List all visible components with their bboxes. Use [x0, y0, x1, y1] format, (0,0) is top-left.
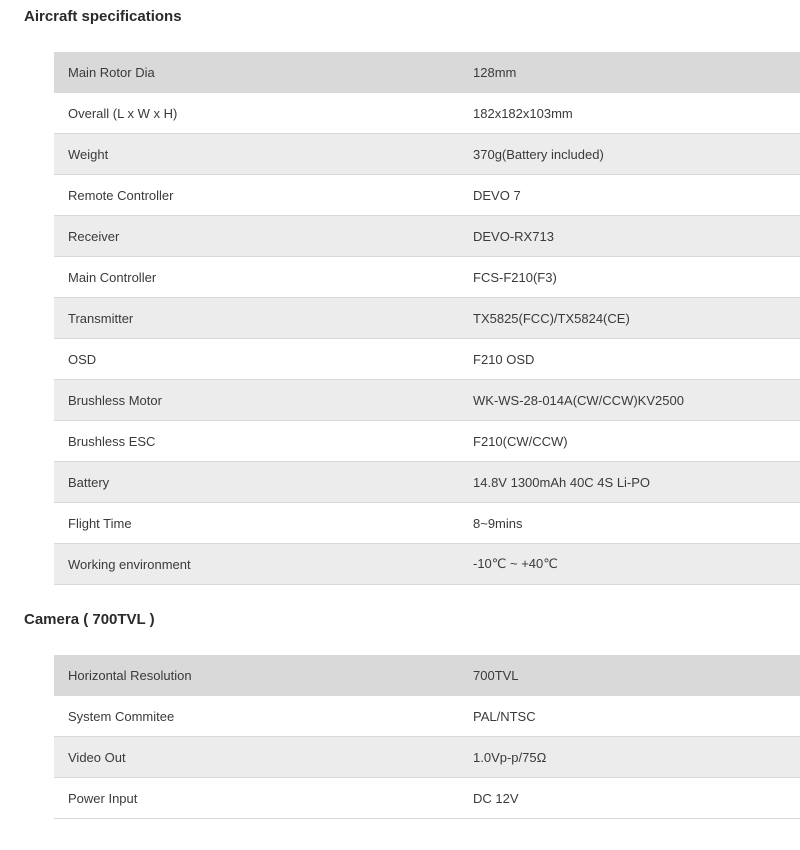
spec-label: Weight — [54, 134, 459, 175]
spec-value: 700TVL — [459, 655, 800, 696]
spec-value: 8~9mins — [459, 503, 800, 544]
table-row — [54, 175, 800, 216]
spec-label: Battery — [54, 462, 459, 503]
table-row — [54, 380, 800, 421]
spec-value: WK-WS-28-014A(CW/CCW)KV2500 — [459, 380, 800, 421]
spec-value: 14.8V 1300mAh 40C 4S Li-PO — [459, 462, 800, 503]
spec-label: System Commitee — [54, 696, 459, 737]
table-row — [54, 696, 800, 737]
table-row — [54, 737, 800, 778]
spec-label: Power Input — [54, 778, 459, 819]
spec-value: 1.0Vp-p/75Ω — [459, 737, 800, 778]
table-row — [54, 462, 800, 503]
table-row — [54, 93, 800, 134]
spec-value: DEVO-RX713 — [459, 216, 800, 257]
spec-value: DC 12V — [459, 778, 800, 819]
spec-value: F210 OSD — [459, 339, 800, 380]
table-row — [54, 778, 800, 819]
spec-value: 182x182x103mm — [459, 93, 800, 134]
spec-label: Remote Controller — [54, 175, 459, 216]
spec-label: Video Out — [54, 737, 459, 778]
spec-value: 128mm — [459, 52, 800, 93]
spec-label: Transmitter — [54, 298, 459, 339]
spec-label: Flight Time — [54, 503, 459, 544]
table-row — [54, 503, 800, 544]
section-title-aircraft: Aircraft specifications — [24, 8, 182, 25]
table-row — [54, 134, 800, 175]
table-row — [54, 655, 800, 696]
spec-value: PAL/NTSC — [459, 696, 800, 737]
table-row — [54, 216, 800, 257]
spec-value: F210(CW/CCW) — [459, 421, 800, 462]
table-row — [54, 257, 800, 298]
spec-label: Main Rotor Dia — [54, 52, 459, 93]
spec-value: DEVO 7 — [459, 175, 800, 216]
spec-value: FCS-F210(F3) — [459, 257, 800, 298]
section-title-camera: Camera ( 700TVL ) — [24, 611, 155, 628]
aircraft-spec-table — [54, 52, 800, 585]
spec-value: 370g(Battery included) — [459, 134, 800, 175]
spec-label: Receiver — [54, 216, 459, 257]
spec-label: Overall (L x W x H) — [54, 93, 459, 134]
spec-label: Main Controller — [54, 257, 459, 298]
spec-label: Brushless Motor — [54, 380, 459, 421]
spec-label: Working environment — [54, 544, 459, 585]
spec-label: Horizontal Resolution — [54, 655, 459, 696]
table-row — [54, 298, 800, 339]
spec-value: TX5825(FCC)/TX5824(CE) — [459, 298, 800, 339]
spec-label: OSD — [54, 339, 459, 380]
table-row — [54, 421, 800, 462]
spec-value: -10℃ ~ +40℃ — [459, 544, 800, 585]
spec-label: Brushless ESC — [54, 421, 459, 462]
camera-spec-table — [54, 655, 800, 819]
table-row — [54, 52, 800, 93]
table-row — [54, 544, 800, 585]
table-row — [54, 339, 800, 380]
